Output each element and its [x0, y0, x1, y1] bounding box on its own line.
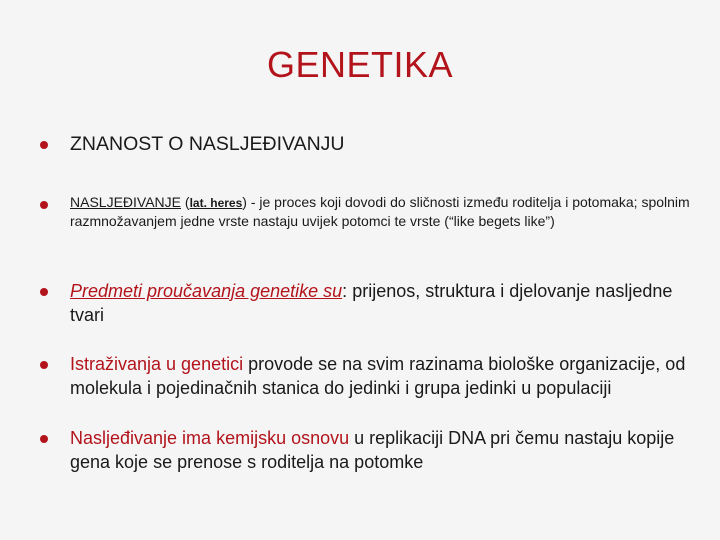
bullet-dot: [40, 141, 48, 149]
lat-close: ): [242, 194, 247, 210]
term-nasljedivanje: NASLJEĐIVANJE: [70, 194, 181, 210]
bullet-text: [70, 193, 690, 230]
bullet-text: [70, 279, 690, 327]
definition-text: - je proces koji dovodi do sličnosti između roditelja i potomaka; spolnim razmnožavanjem jedne vrste nastaju uvijek potomci te vrste (“like begets like”): [70, 194, 690, 229]
bullet-rest: u replikaciji DNA pri čemu nastaju kopije gena koje se prenose s roditelja na potomke: [70, 428, 675, 472]
bullet-dot: [40, 435, 48, 443]
bullet-text: ZNANOST O NASLJEĐIVANJU: [70, 133, 345, 155]
bullet-text: [70, 426, 690, 474]
bullet-dot: [40, 201, 48, 209]
highlight-lead: Nasljeđivanje ima kemijsku osnovu: [70, 428, 350, 448]
colon: :: [342, 281, 348, 301]
slide-title: GENETIKA: [266, 44, 454, 85]
bullet-dot: [40, 361, 48, 369]
bullet-text: [70, 352, 690, 400]
lat-open: (: [181, 194, 190, 210]
bullet-rest: provode se na svim razinama biološke organizacije, od molekula i pojedinačnih stanica do jedinki i grupa jedinki u populaciji: [70, 354, 686, 398]
highlight-lead: Predmeti proučavanja genetike su: [70, 281, 343, 301]
latin-term: lat. heres: [189, 196, 243, 210]
bullet-dot: [40, 288, 48, 296]
bullet-rest: prijenos, struktura i djelovanje nasljedne tvari: [70, 281, 673, 325]
highlight-lead: Istraživanja u genetici: [70, 354, 244, 374]
